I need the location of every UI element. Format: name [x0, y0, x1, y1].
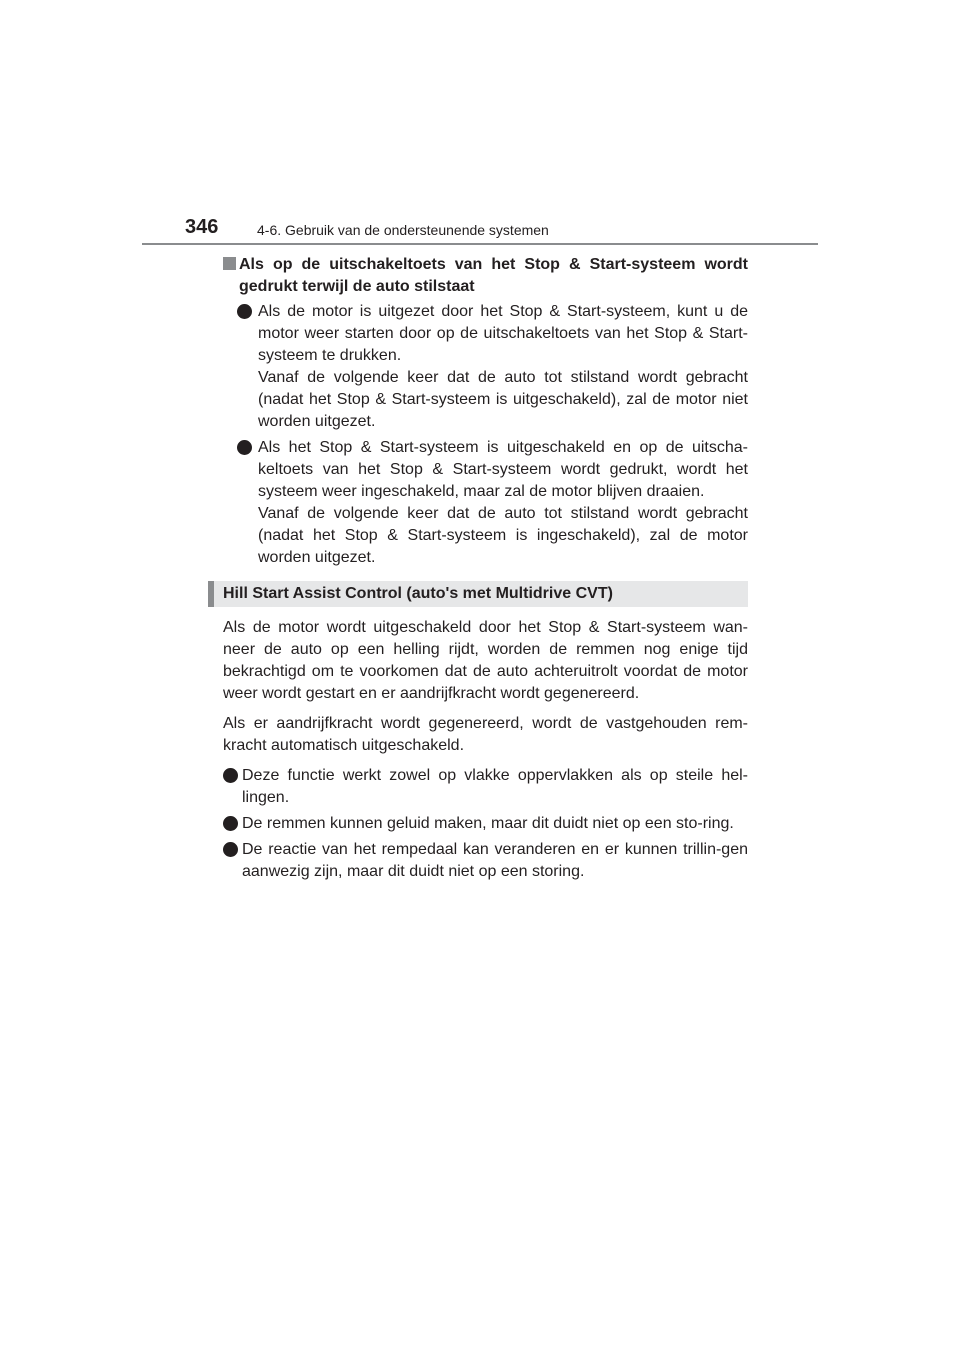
subsection-heading	[208, 254, 748, 298]
list-item-text: Deze functie werkt zowel op vlakke oppervlakken als op steile hel-lingen.	[242, 767, 748, 806]
paragraph: Als er aandrijfkracht wordt gegenereerd, wordt de vastgehouden rem-kracht automatisch uitgeschakeld.	[223, 715, 748, 754]
paragraph: Als de motor wordt uitgeschakeld door het Stop & Start-systeem wan-neer de auto op een helling rijdt, worden de remmen nog enige tijd bekrachtigd om te voorkomen dat de auto achteruitrolt voordat de motor weer wordt gestart en er aandrijfkracht wordt gegenereerd.	[223, 619, 748, 702]
list-item-text: Vanaf de volgende keer dat de auto tot stilstand wordt gebracht (nadat het Stop & Start-systeem is uitgeschakeld), zal de motor niet worden uitgezet.	[258, 369, 748, 430]
square-bullet-icon	[223, 257, 236, 270]
list-item	[208, 437, 748, 569]
subsection-heading-text: Als op de uitschakeltoets van het Stop & Start-systeem wordt gedrukt terwijl de auto stilstaat	[239, 256, 748, 295]
round-bullet-icon	[223, 842, 238, 857]
list-item	[208, 765, 748, 809]
section-title: 4-6. Gebruik van de ondersteunende systemen	[257, 222, 549, 238]
list-item-text: Als het Stop & Start-systeem is uitgeschakeld en op de uitscha-keltoets van het Stop & Start-systeem wordt gedrukt, wordt het systeem weer ingeschakeld, maar zal de motor blijven draaien.	[258, 439, 748, 500]
page-number: 346	[185, 216, 219, 238]
round-bullet-icon	[237, 304, 252, 319]
list-item-text: Als de motor is uitgezet door het Stop & Start-systeem, kunt u de motor weer starten door op de uitschakeltoets van het Stop & Start-systeem te drukken.	[258, 303, 748, 364]
list-item-text: De remmen kunnen geluid maken, maar dit duidt niet op een sto-ring.	[242, 815, 734, 832]
page-content	[208, 254, 748, 887]
list-item	[208, 813, 748, 835]
page-header	[0, 0, 960, 250]
round-bullet-icon	[237, 440, 252, 455]
section-banner: Hill Start Assist Control (auto's met Multidrive CVT)	[208, 581, 748, 607]
list-item	[208, 839, 748, 883]
list-item-text: De reactie van het rempedaal kan veranderen en er kunnen trillin-gen aanwezig zijn, maar dit duidt niet op een storing.	[242, 841, 748, 880]
list-item	[208, 301, 748, 433]
round-bullet-icon	[223, 816, 238, 831]
round-bullet-icon	[223, 768, 238, 783]
list-item-text: Vanaf de volgende keer dat de auto tot stilstand wordt gebracht (nadat het Stop & Start-systeem is ingeschakeld), zal de motor worden uitgezet.	[258, 505, 748, 566]
header-divider	[142, 243, 818, 245]
